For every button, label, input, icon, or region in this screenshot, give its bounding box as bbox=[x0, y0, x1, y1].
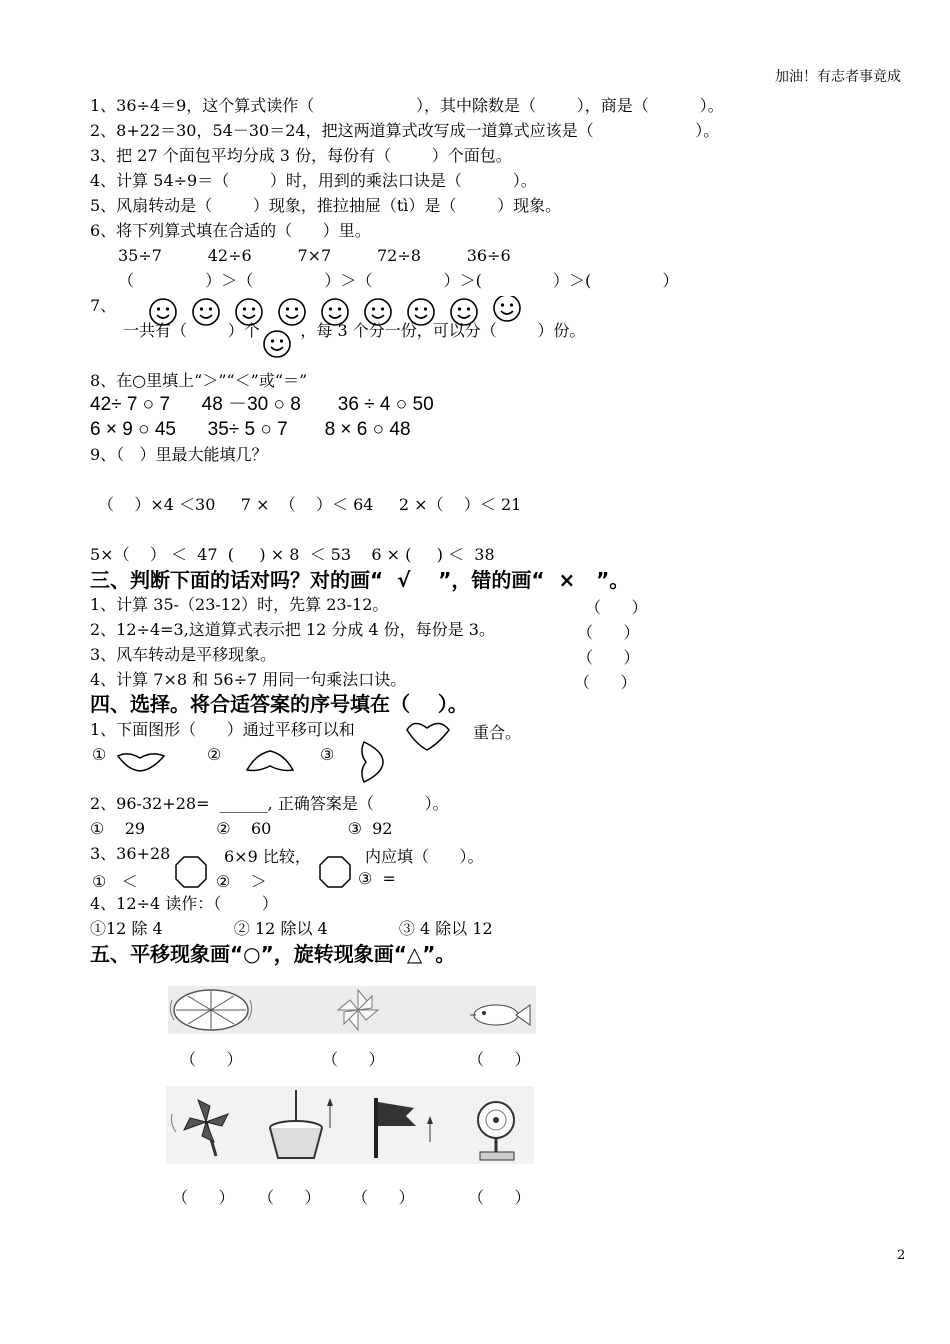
section-4-title: 四、选择。将合适答案的序号填在（ ）。 bbox=[90, 692, 468, 716]
choice-q2: 2、96-32+28= ______, 正确答案是（ ）。 bbox=[90, 794, 449, 813]
choice-q4-options: ①12 除 4 ② 12 除以 4 ③ 4 除以 12 bbox=[90, 919, 493, 938]
judge-item-4: 4、计算 7×8 和 56÷7 用同一句乘法口诀。 bbox=[90, 670, 407, 689]
question-9-row-2: 5×（ ） ＜ 47 ( ) × 8 ＜ 53 6 × ( ) ＜ 38 bbox=[90, 545, 495, 564]
choice-q3-text: 3、36+28 bbox=[90, 844, 171, 863]
judge-blank-4: （ ） bbox=[574, 673, 637, 692]
electric-fan-icon bbox=[466, 1096, 532, 1162]
question-8: 8、在○里填上“＞”“＜”或“＝” bbox=[90, 371, 308, 390]
choice-q3-option-3: ③ = bbox=[358, 869, 396, 888]
answer-blank-row2-2[interactable]: （ ） bbox=[258, 1188, 321, 1207]
judge-blank-1: （ ） bbox=[585, 598, 648, 617]
pinwheel-icon bbox=[328, 988, 388, 1032]
choice-q1-tail: 重合。 bbox=[473, 723, 522, 742]
heart-option-3-icon bbox=[356, 739, 386, 785]
question-6-expressions: 35÷7 42÷6 7×7 72÷8 36÷6 bbox=[118, 246, 511, 265]
heart-option-2-icon bbox=[244, 748, 296, 776]
flag-icon bbox=[364, 1096, 442, 1160]
choice-q3-tail: 内应填（ ）。 bbox=[365, 847, 484, 866]
judge-item-3: 3、风车转动是平移现象。 bbox=[90, 645, 277, 664]
question-1: 1、36÷4＝9，这个算式读作（ ），其中除数是（ ），商是（ ）。 bbox=[90, 96, 724, 115]
question-9-row-1: （ ）×4 ＜30 7 × （ ）＜ 64 2 ×（ ）＜ 21 bbox=[98, 495, 522, 514]
option-1-label: ① bbox=[92, 745, 107, 764]
choice-q3-option-1: ① ＜ bbox=[92, 872, 138, 891]
question-4: 4、计算 54÷9＝（ ）时，用到的乘法口诀是（ ）。 bbox=[90, 171, 537, 190]
judge-blank-2: （ ） bbox=[577, 623, 640, 642]
choice-q1-text: 1、下面图形（ ）通过平移可以和 bbox=[90, 720, 355, 739]
answer-blank-row2-1[interactable]: （ ） bbox=[172, 1188, 235, 1207]
choice-q3-compare: 6×9 比较， bbox=[224, 847, 311, 866]
answer-blank-row1-2[interactable]: （ ） bbox=[322, 1050, 385, 1069]
question-5: 5、风扇转动是（ ）现象，推拉抽屉（tì）是（ ）现象。 bbox=[90, 196, 562, 215]
question-6: 6、将下列算式填在合适的（ ）里。 bbox=[90, 221, 371, 240]
section-3-title: 三、判断下面的话对吗？对的画“ √ ”，错的画“ × ”。 bbox=[90, 568, 630, 592]
option-2-label: ② bbox=[207, 745, 222, 764]
answer-blank-row2-4[interactable]: （ ） bbox=[468, 1188, 531, 1207]
question-9: 9、（ ）里最大能填几？ bbox=[90, 445, 268, 464]
question-7-label: 7、 bbox=[90, 296, 117, 315]
question-8-row-2: 6 × 9 ○ 45 35÷ 5 ○ 7 8 × 6 ○ 48 bbox=[90, 419, 411, 440]
bucket-icon bbox=[266, 1088, 336, 1162]
question-7-text: 一共有（ ）个 ，每 3 个分一份，可以分（ ）份。 bbox=[123, 321, 586, 340]
judge-blank-3: （ ） bbox=[577, 648, 640, 667]
heart-option-1-icon bbox=[116, 748, 166, 774]
heart-shape-icon bbox=[404, 718, 452, 752]
judge-item-1: 1、计算 35-（23-12）时，先算 23-12。 bbox=[90, 595, 389, 614]
windmill-icon bbox=[168, 1094, 238, 1158]
motion-pictures-row-1 bbox=[168, 986, 536, 1034]
header-motto: 加油！有志者事竟成 bbox=[775, 69, 901, 85]
octagon-blank-icon bbox=[174, 855, 208, 889]
octagon-blank-icon bbox=[318, 855, 352, 889]
question-6-blanks: （ ）＞（ ）＞（ ）＞( ）＞( ） bbox=[118, 271, 679, 290]
option-3-label: ③ bbox=[320, 745, 335, 764]
question-2: 2、8+22＝30，54－30＝24，把这两道算式改写成一道算式应该是（ ）。 bbox=[90, 121, 720, 140]
question-3: 3、把 27 个面包平均分成 3 份，每份有（ ）个面包。 bbox=[90, 146, 512, 165]
answer-blank-row2-3[interactable]: （ ） bbox=[352, 1188, 415, 1207]
question-8-row-1: 42÷ 7 ○ 7 48 －30 ○ 8 36 ÷ 4 ○ 50 bbox=[90, 394, 434, 415]
judge-item-2: 2、12÷4=3,这道算式表示把 12 分成 4 份，每份是 3。 bbox=[90, 620, 495, 639]
answer-blank-row1-1[interactable]: （ ） bbox=[180, 1050, 243, 1069]
choice-q3-option-2: ② ＞ bbox=[216, 872, 267, 891]
page-number: 2 bbox=[897, 1248, 906, 1263]
choice-q4: 4、12÷4 读作：（ ） bbox=[90, 894, 278, 913]
smiley-icon bbox=[494, 296, 520, 321]
motion-pictures-row-2 bbox=[166, 1086, 534, 1164]
answer-blank-row1-3[interactable]: （ ） bbox=[468, 1050, 531, 1069]
choice-q2-options: ① 29 ② 60 ③ 92 bbox=[90, 819, 393, 838]
section-5-title: 五、平移现象画“○”，旋转现象画“△”。 bbox=[90, 942, 456, 966]
fish-icon bbox=[468, 1000, 534, 1030]
